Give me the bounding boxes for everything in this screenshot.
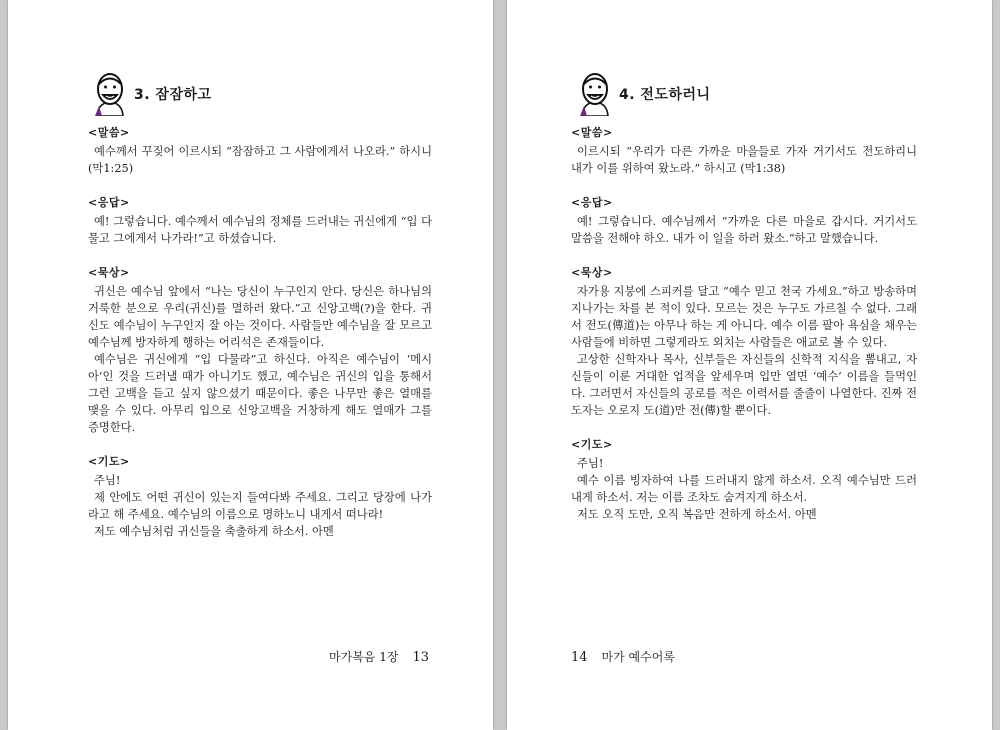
- section-heading: <말씀>: [571, 126, 613, 139]
- running-title: 마가 예수어록: [601, 650, 675, 664]
- section-meditation: [88, 264, 432, 436]
- section-prayer: [88, 453, 432, 540]
- chapter-title: 4. 전도하러니: [619, 87, 711, 103]
- paragraph: 예수 이름 빙자하여 나를 드러내지 않게 하소서. 오직 예수님만 드러내게 하소서. 저는 이름 조차도 숨겨지게 하소서.: [571, 474, 917, 504]
- right-page: [507, 0, 992, 730]
- section-heading: <말씀>: [88, 126, 130, 139]
- paragraph: 자가용 지붕에 스피커를 달고 “예수 믿고 천국 가세요.”하고 방송하며 지나가는 차를 본 적이 있다. 모르는 것은 누구도 가르칠 수 없다. 그래서 전도(傳道)는 아무나 하는 게 아니다. 예수 이름 팔아 욕심을 채우는 사람들에 비하면 그렇게라도 외치는 사람들은 애교로 볼 수 있다.: [571, 285, 917, 349]
- section-heading: <응답>: [88, 196, 130, 209]
- paragraph: 예! 그렇습니다. 예수님께서 “가까운 다른 마을로 갑시다. 거기서도 말씀을 전해야 하오. 내가 이 일을 하러 왔소.”하고 말했습니다.: [571, 215, 917, 245]
- chapter-title: 3. 잠잠하고: [134, 87, 212, 103]
- chapter-header: [575, 72, 711, 116]
- running-title: 마가복음 1장: [329, 650, 399, 664]
- page-number: 14: [571, 650, 588, 665]
- section-word: [571, 124, 917, 177]
- paragraph: 예수께서 꾸짖어 이르시되 “잠잠하고 그 사람에게서 나오라.” 하시니 (막1:25): [88, 145, 432, 175]
- section-response: [88, 194, 432, 247]
- section-heading: <기도>: [571, 438, 613, 451]
- paragraph: 제 안에도 어떤 귀신이 있는지 들여다봐 주세요. 그리고 당장에 나가라고 해 주세요. 예수님의 이름으로 명하노니 내게서 떠나라!: [88, 491, 432, 521]
- paragraph: 고상한 신학자나 목사, 신부들은 자신들의 신학적 지식을 뽐내고, 자신들이 이룬 거대한 업적을 앞세우며 입만 열면 ‘예수’ 이름을 들먹인다. 그러면서 자신들의 공로를 적은 이력서를 줄줄이 나열한다. 진짜 전도자는 오로지 도(道)만 전(傳)할 뿐이다.: [571, 353, 917, 417]
- chapter-body: [88, 124, 432, 557]
- paragraph: 주님!: [577, 457, 604, 470]
- left-page: [8, 0, 493, 730]
- section-response: [571, 194, 917, 247]
- section-heading: <기도>: [88, 455, 130, 468]
- section-heading: <응답>: [571, 196, 613, 209]
- paragraph: 저도 예수님처럼 귀신들을 축출하게 하소서. 아멘: [94, 525, 334, 538]
- section-meditation: [571, 264, 917, 419]
- section-word: [88, 124, 432, 177]
- paragraph: 예수님은 귀신에게 “입 다물라”고 하신다. 아직은 예수님이 ‘메시아’인 것을 드러낼 때가 아니기도 했고, 예수님은 귀신의 입을 통해서 그런 고백을 듣고 싶지 않으셨기 때문이다. 좋은 나무만 좋은 열매를 맺을 수 있다. 아무리 입으로 신앙고백을 거창하게 해도 열매가 그를 증명한다.: [88, 353, 432, 434]
- paragraph: 귀신은 예수님 앞에서 “나는 당신이 누구인지 안다. 당신은 하나님의 거룩한 분으로 우리(귀신)를 멸하러 왔다.”고 신앙고백(?)을 한다. 귀신도 예수님이 누구인지 잘 아는 것이다. 사람들만 예수님을 잘 모르고 예수님께 방자하게 행하는 어리석은 존재들이다.: [88, 285, 432, 349]
- paragraph: 주님!: [94, 474, 121, 487]
- paragraph: 저도 오직 도만, 오직 복음만 전하게 하소서. 아멘: [577, 508, 817, 521]
- chapter-body: [571, 124, 917, 540]
- section-prayer: [571, 436, 917, 523]
- paragraph: 예! 그렇습니다. 예수께서 예수님의 정체를 드러내는 귀신에게 “입 다물고 그에게서 나가라!”고 하셨습니다.: [88, 215, 432, 245]
- page-footer: [329, 648, 429, 665]
- page-footer: [571, 648, 675, 665]
- paragraph: 이르시되 “우리가 다른 가까운 마을들로 가자 거기서도 전도하리니 내가 이를 위하여 왔노라.” 하시고 (막1:38): [571, 145, 917, 175]
- jesus-avatar-icon: [575, 72, 615, 116]
- section-heading: <묵상>: [571, 266, 613, 279]
- page-number: 13: [412, 650, 429, 665]
- jesus-avatar-icon: [90, 72, 130, 116]
- chapter-header: [90, 72, 212, 116]
- section-heading: <묵상>: [88, 266, 130, 279]
